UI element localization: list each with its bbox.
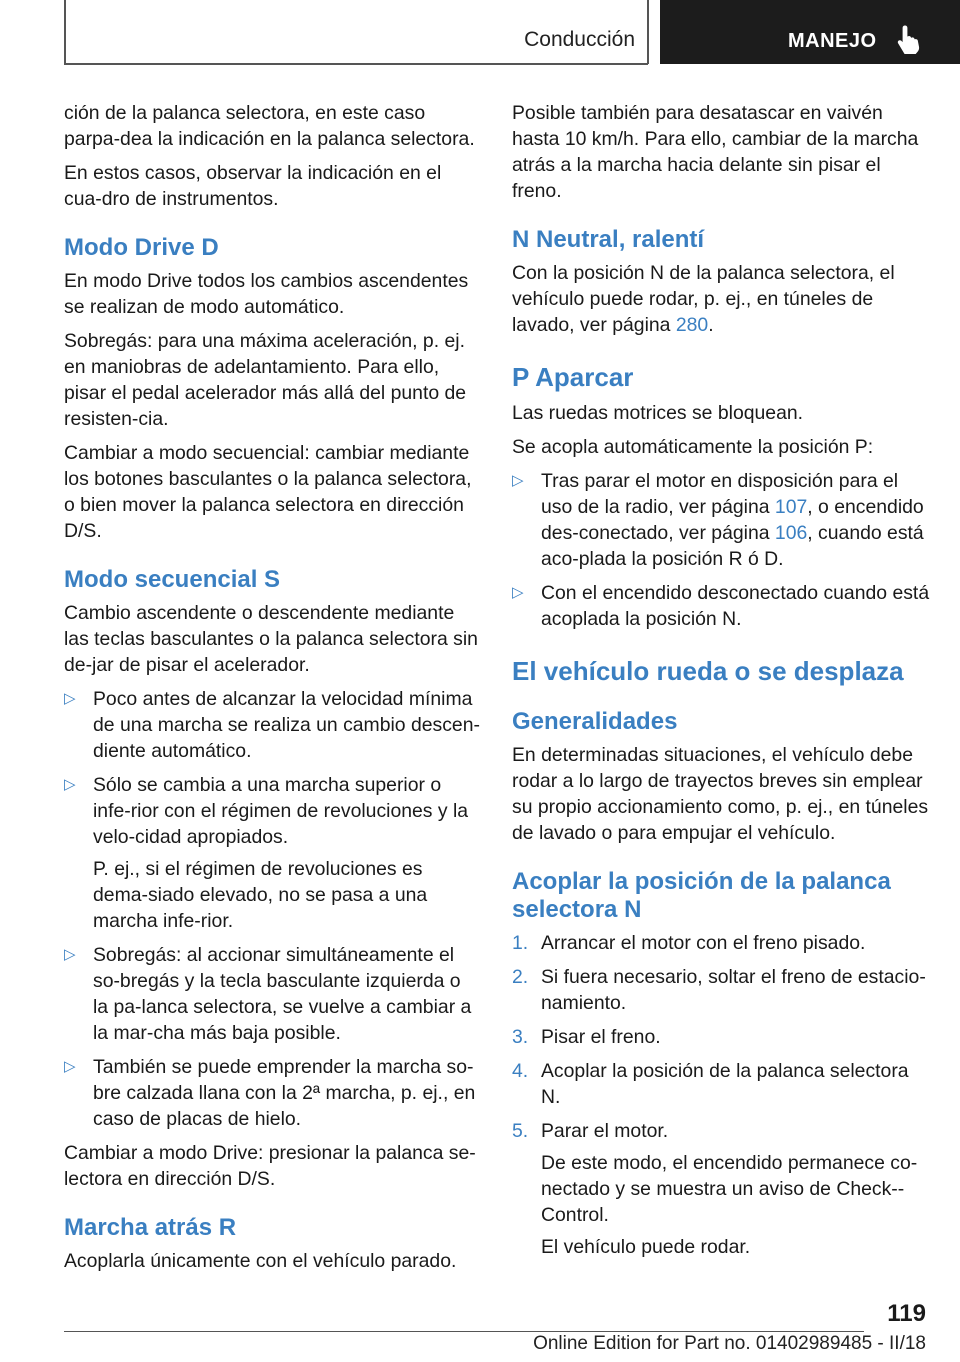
bullet-triangle-icon: ▷ bbox=[64, 946, 76, 963]
paragraph: En estos casos, observar la indicación en el cua-dro de instrumentos. bbox=[64, 162, 442, 210]
list-item-note: P. ej., si el régimen de revoluciones es dema-siado elevado, no se pasa a una marcha infe-rior. bbox=[93, 858, 428, 932]
list-item-text: Sobregás: al accionar simultáneamente el so-bregás y la tecla basculante izquierda o la pa-lanca selectora, se vuelve a cambiar a la mar-cha más baja posible. bbox=[93, 944, 472, 1044]
page-link-280[interactable]: 280 bbox=[675, 314, 709, 336]
paragraph-text: Con la posición N de la palanca selectora, el vehículo puede rodar, p. ej., en túneles de lavado, ver página bbox=[512, 262, 895, 336]
step-number: 1. bbox=[512, 932, 529, 954]
paragraph: Acoplarla únicamente con el vehículo parado. bbox=[64, 1250, 457, 1272]
paragraph: Las ruedas motrices se bloquean. bbox=[512, 402, 804, 424]
list-item-text: Tras parar el motor en disposición para el uso de la radio, ver página bbox=[541, 470, 899, 518]
footer-rule bbox=[64, 1331, 864, 1332]
list-item-text: Poco antes de alcanzar la velocidad mínima de una marcha se realiza un cambio descen-diente automático. bbox=[93, 688, 480, 762]
bullet-triangle-icon: ▷ bbox=[64, 1058, 76, 1075]
right-column bbox=[512, 100, 930, 1268]
list-item bbox=[512, 468, 930, 572]
footer-edition-text: Online Edition for Part no. 01402989485 - II/18 bbox=[533, 1333, 926, 1354]
step-item bbox=[512, 1058, 930, 1110]
step-note: El vehículo puede rodar. bbox=[541, 1236, 751, 1258]
heading-reverse-gear: Marcha atrás R bbox=[64, 1214, 237, 1241]
pointing-hand-icon bbox=[896, 24, 922, 54]
list-item-text: También se puede emprender la marcha so-bre calzada llana con la 2ª marcha, p. ej., en caso de placas de hielo. bbox=[93, 1056, 476, 1130]
step-item bbox=[512, 1024, 930, 1050]
paragraph: Posible también para desatascar en vaivén hasta 10 km/h. Para ello, cambiar de la marcha atrás a la marcha hacia delante sin pisar el freno. bbox=[512, 102, 919, 202]
heading-neutral: N Neutral, ralentí bbox=[512, 226, 705, 253]
list-item-text: Sólo se cambia a una marcha superior o infe-rior con el régimen de revoluciones y la velo-cidad apropiados. bbox=[93, 774, 469, 848]
heading-sequential-mode: Modo secuencial S bbox=[64, 566, 281, 593]
bullet-triangle-icon: ▷ bbox=[64, 776, 76, 793]
page-number: 119 bbox=[887, 1300, 926, 1327]
header-right-rule bbox=[647, 0, 649, 64]
paragraph-text: . bbox=[708, 314, 714, 336]
list-item-text: , cuando está aco-plada la posición R ó D. bbox=[541, 522, 924, 570]
step-text: Arrancar el motor con el freno pisado. bbox=[541, 932, 866, 954]
header-section-title: Conducción bbox=[524, 28, 635, 51]
step-number: 2. bbox=[512, 966, 529, 988]
bullet-triangle-icon: ▷ bbox=[64, 690, 76, 707]
paragraph bbox=[512, 260, 930, 338]
bullet-triangle-icon: ▷ bbox=[512, 472, 524, 489]
step-item bbox=[512, 964, 930, 1016]
paragraph: Se acopla automáticamente la posición P: bbox=[512, 436, 874, 458]
step-number: 4. bbox=[512, 1060, 529, 1082]
step-number: 5. bbox=[512, 1120, 529, 1142]
list-item bbox=[64, 772, 480, 934]
page-link-107[interactable]: 107 bbox=[774, 496, 808, 518]
paragraph: Cambiar a modo secuencial: cambiar mediante los botones basculantes o la palanca selectora, o bien mover la palanca selectora en dirección D/S. bbox=[64, 442, 472, 542]
header-left-rule bbox=[64, 0, 66, 64]
paragraph: Cambiar a modo Drive: presionar la palanca se-lectora en dirección D/S. bbox=[64, 1142, 476, 1190]
step-text: Si fuera necesario, soltar el freno de estacio-namiento. bbox=[541, 966, 926, 1014]
list-item bbox=[512, 580, 930, 632]
heading-vehicle-rolls: El vehículo rueda o se desplaza bbox=[512, 656, 904, 686]
step-number: 3. bbox=[512, 1026, 529, 1048]
paragraph: En determinadas situaciones, el vehículo debe rodar a lo largo de trayectos breves sin emplear su propio accionamiento como, p. ej., en túneles de lavado o para empujar el vehículo. bbox=[512, 744, 929, 844]
heading-engage-neutral: Acoplar la posición de la palanca selectora N bbox=[512, 868, 891, 923]
step-text: Parar el motor. bbox=[541, 1120, 669, 1142]
paragraph: ción de la palanca selectora, en este caso parpa-dea la indicación en la palanca selectora. bbox=[64, 102, 475, 150]
list-item-text: Con el encendido desconectado cuando está acoplada la posición N. bbox=[541, 582, 930, 630]
step-item bbox=[512, 1118, 930, 1260]
heading-drive-mode: Modo Drive D bbox=[64, 234, 219, 261]
list-item bbox=[64, 1054, 480, 1132]
paragraph: Cambio ascendente o descendente mediante las teclas basculantes o la palanca selectora sin de-jar de pisar el acelerador. bbox=[64, 602, 478, 676]
step-item bbox=[512, 930, 930, 956]
left-column bbox=[64, 100, 480, 1282]
heading-general: Generalidades bbox=[512, 708, 678, 735]
list-item bbox=[64, 686, 480, 764]
heading-park: P Aparcar bbox=[512, 362, 634, 392]
page-link-106[interactable]: 106 bbox=[774, 522, 808, 544]
header-chapter-title: MANEJO bbox=[788, 30, 877, 52]
step-text: Pisar el freno. bbox=[541, 1026, 661, 1048]
bullet-triangle-icon: ▷ bbox=[512, 584, 524, 601]
step-note: De este modo, el encendido permanece co-nectado y se muestra un aviso de Check--Control. bbox=[541, 1152, 918, 1226]
list-item bbox=[64, 942, 480, 1046]
list-item-text: , o encendido des-conectado, ver página bbox=[541, 496, 924, 544]
paragraph: Sobregás: para una máxima aceleración, p. ej. en maniobras de adelantamiento. Para ello, pisar el pedal acelerador más allá del punto de resisten-cia. bbox=[64, 330, 467, 430]
paragraph: En modo Drive todos los cambios ascendentes se realizan de modo automático. bbox=[64, 270, 469, 318]
header-bottom-rule bbox=[64, 63, 648, 65]
step-text: Acoplar la posición de la palanca selectora N. bbox=[541, 1060, 909, 1108]
